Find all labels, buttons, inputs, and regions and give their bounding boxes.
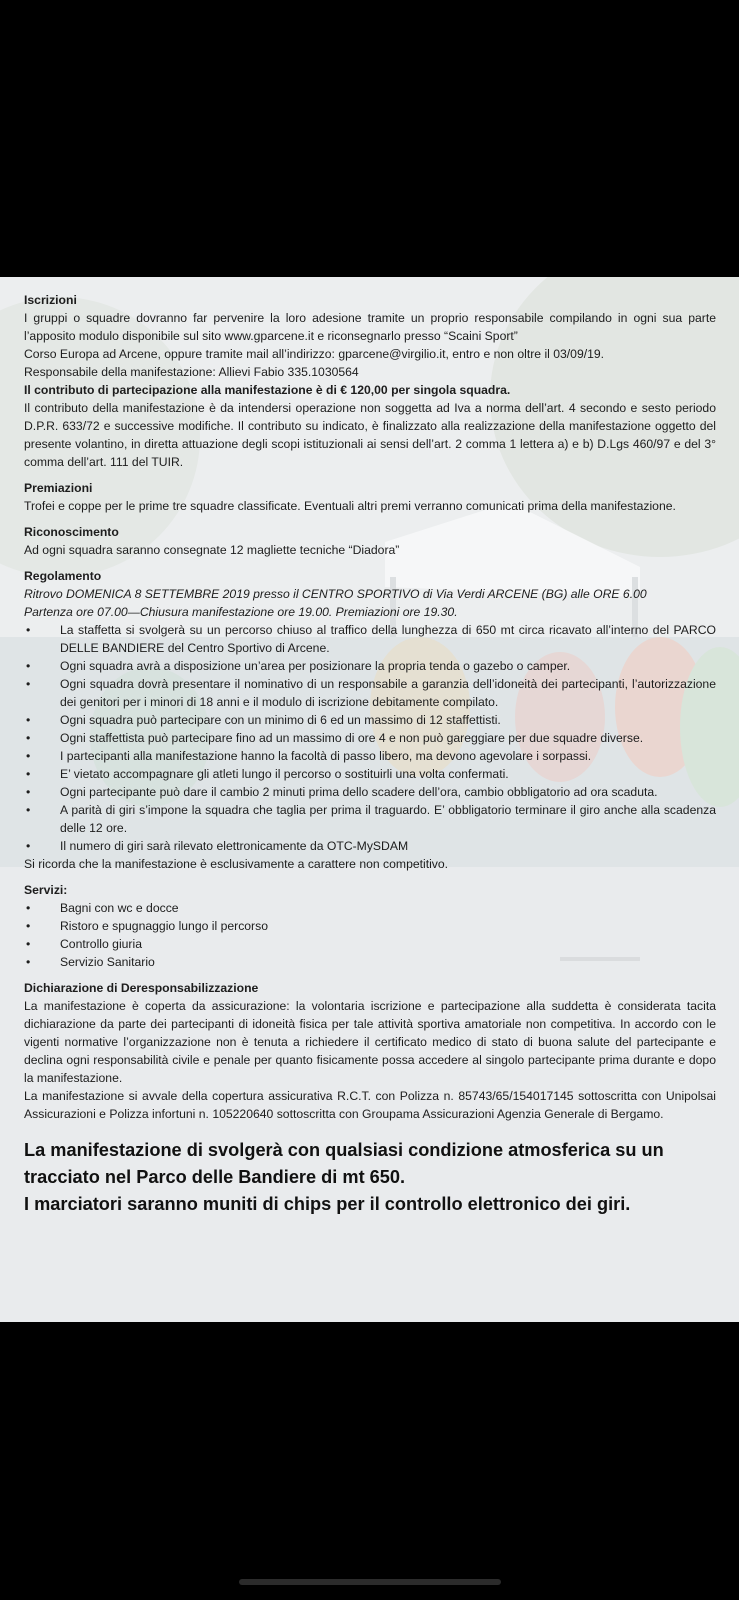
section-title-dichiarazione: Dichiarazione di Deresponsabilizzazione [24, 981, 259, 995]
servizi-list [24, 899, 716, 971]
list-item: • A parità di giri s’impone la squadra che taglia per prima il traguardo. E’ obbligatorio terminare il giro anche alla scadenza delle 12 ore. [24, 801, 716, 837]
list-item: • La staffetta si svolgerà su un percorso chiuso al traffico della lunghezza di 650 mt circa ricavato all’interno del PARCO DELLE BANDIERE del Centro Sportivo di Arcene. [24, 621, 716, 657]
contributo-text: Il contributo della manifestazione è da intendersi operazione non soggetta ad Iva a norma dell’art. 4 secondo e sesto periodo D.P.R. 633/72 e successive modifiche. Il contributo su indicato, è finalizzato alla realizzazione della manifestazione oggetto del presente volantino, in diretta attuazione degli scopi istituzionali ai sensi dell’art. 2 comma 1 lettera a) e b) D.Lgs 460/97 e del 3° comma dell’art. 111 del TUIR. [24, 401, 716, 469]
list-item: • I partecipanti alla manifestazione hanno la facoltà di passo libero, ma devono agevolare i sorpassi. [24, 747, 716, 765]
flyer-content [24, 291, 716, 1218]
premiazioni-text: Trofei e coppe per le prime tre squadre classificate. Eventuali altri premi verranno comunicati prima della manifestazione. [24, 499, 676, 513]
home-indicator[interactable] [239, 1579, 501, 1585]
section-title-servizi: Servizi: [24, 883, 68, 897]
dichiarazione-text-1: La manifestazione è coperta da assicurazione: la volontaria iscrizione e partecipazione alla suddetta è considerata tacita dichiarazione da parte dei partecipanti di idoneità fisica per tale attività sportiva amatoriale non competitiva. In accordo con le vigenti normative l’organizzazione non è tenuta a richiedere il certificato medico di stato di buona salute del partecipante e declina ogni responsabilità civile e penale per quanto fisicamente possa accedere al singolo partecipante prima durante e dopo la manifestazione. [24, 999, 716, 1085]
closing-line-2: I marciatori saranno muniti di chips per il controllo elettronico dei giri. [24, 1194, 631, 1214]
closing-statement [24, 1137, 716, 1218]
riconoscimento-text: Ad ogni squadra saranno consegnate 12 magliette tecniche “Diadora” [24, 543, 400, 557]
list-item: • Ogni staffettista può partecipare fino ad un massimo di ore 4 e non può gareggiare per due squadre diverse. [24, 729, 716, 747]
flyer-document [0, 277, 739, 1322]
regolamento-ritrovo: Ritrovo DOMENICA 8 SETTEMBRE 2019 presso il CENTRO SPORTIVO di Via Verdi ARCENE (BG) alle ORE 6.00 [24, 587, 647, 601]
section-title-premiazioni: Premiazioni [24, 481, 93, 495]
iscrizioni-responsabile: Responsabile della manifestazione: Allievi Fabio 335.1030564 [24, 365, 359, 379]
list-item: • Ogni partecipante può dare il cambio 2 minuti prima dello scadere dell’ora, cambio obbligatorio ad ora scaduta. [24, 783, 716, 801]
list-item: • Ogni squadra può partecipare con un minimo di 6 ed un massimo di 12 staffettisti. [24, 711, 716, 729]
iscrizioni-address: Corso Europa ad Arcene, oppure tramite mail all’indirizzo: gparcene@virgilio.it, entro e non oltre il 03/09/19. [24, 347, 605, 361]
list-item: • E’ vietato accompagnare gli atleti lungo il percorso o sostituirli una volta confermati. [24, 765, 716, 783]
list-item: • Ogni squadra avrà a disposizione un’area per posizionare la propria tenda o gazebo o camper. [24, 657, 716, 675]
section-title-regolamento: Regolamento [24, 569, 102, 583]
dichiarazione-text-2: La manifestazione si avvale della copertura assicurativa R.C.T. con Polizza n. 85743/65/154017145 sottoscritta con Unipolsai Assicurazioni e Polizza infortuni n. 105220640 sottoscritta con Groupama Assicurazioni Agenzia Generale di Bergamo. [24, 1089, 716, 1121]
section-title-iscrizioni: Iscrizioni [24, 293, 77, 307]
regolamento-list [24, 621, 716, 855]
contributo-headline: Il contributo di partecipazione alla manifestazione è di € 120,00 per singola squadra. [24, 383, 511, 397]
list-item: • Il numero di giri sarà rilevato elettronicamente da OTC-MySDAM [24, 837, 716, 855]
regolamento-note: Si ricorda che la manifestazione è esclusivamente a carattere non competitivo. [24, 857, 449, 871]
list-item: • Ristoro e spugnaggio lungo il percorso [24, 917, 716, 935]
list-item: • Ogni squadra dovrà presentare il nominativo di un responsabile a garanzia dell’idoneità dei partecipanti, l’autorizzazione dei genitori per i minori di 18 anni e il modulo di iscrizione debitamente compilato. [24, 675, 716, 711]
section-title-riconoscimento: Riconoscimento [24, 525, 119, 539]
list-item: • Controllo giuria [24, 935, 716, 953]
list-item: • Bagni con wc e docce [24, 899, 716, 917]
iscrizioni-text: I gruppi o squadre dovranno far pervenire la loro adesione tramite un proprio responsabile compilando in ogni sua parte l’apposito modulo disponibile sul sito www.gparcene.it e riconsegnarlo presso “Scaini Sport” [24, 311, 716, 343]
regolamento-partenza: Partenza ore 07.00—Chiusura manifestazione ore 19.00. Premiazioni ore 19.30. [24, 605, 458, 619]
list-item: • Servizio Sanitario [24, 953, 716, 971]
closing-line-1: La manifestazione di svolgerà con qualsiasi condizione atmosferica su un tracciato nel Parco delle Bandiere di mt 650. [24, 1140, 664, 1187]
